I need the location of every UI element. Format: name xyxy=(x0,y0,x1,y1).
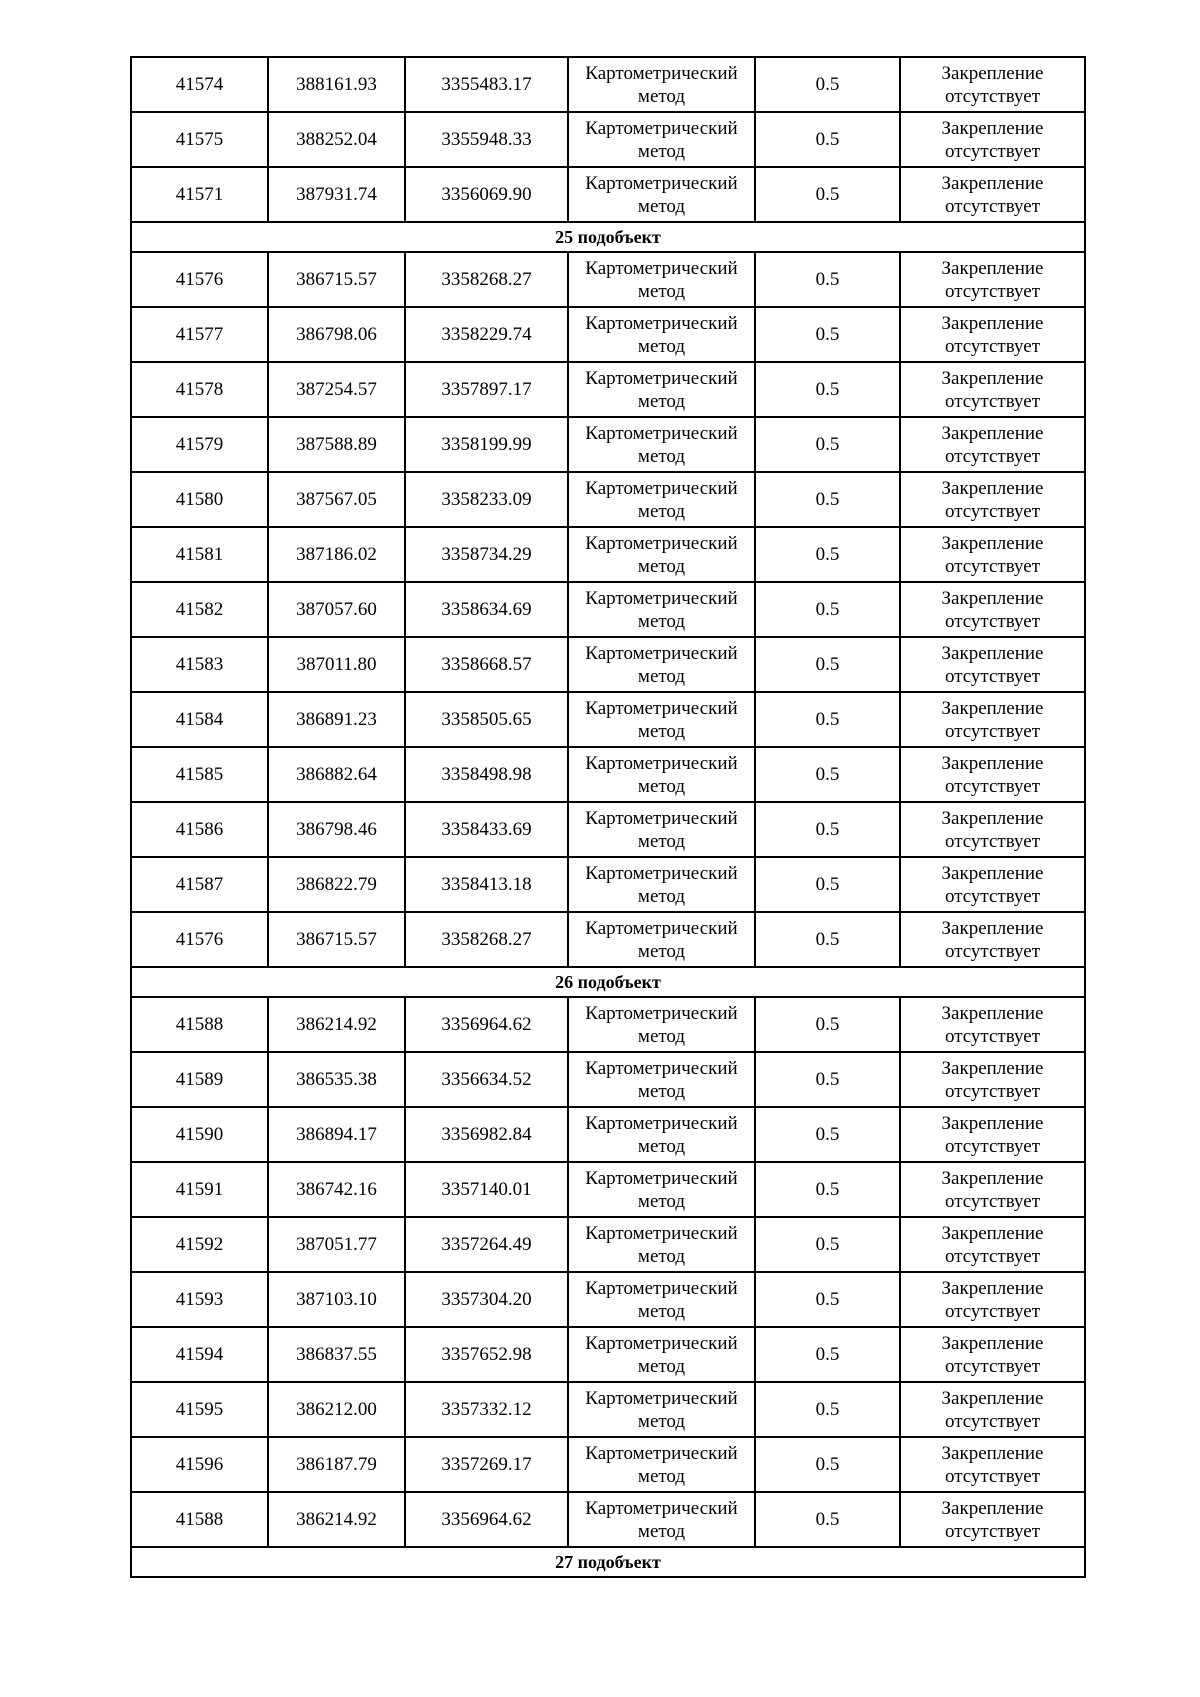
point-number-cell: 41585 xyxy=(131,747,268,802)
y-coordinate-cell: 3358268.27 xyxy=(405,252,568,307)
fixation-cell: Закрепление отсутствует xyxy=(900,1217,1085,1272)
accuracy-cell: 0.5 xyxy=(755,307,900,362)
accuracy-cell: 0.5 xyxy=(755,252,900,307)
point-number-cell: 41594 xyxy=(131,1327,268,1382)
method-cell: Картометрический метод xyxy=(568,167,755,222)
method-cell: Картометрический метод xyxy=(568,747,755,802)
x-coordinate-cell: 386822.79 xyxy=(268,857,405,912)
section-header-row xyxy=(131,1547,1085,1577)
coordinates-table xyxy=(130,56,1086,1578)
point-number-cell: 41577 xyxy=(131,307,268,362)
table-row xyxy=(131,637,1085,692)
method-cell: Картометрический метод xyxy=(568,1272,755,1327)
point-number-cell: 41571 xyxy=(131,167,268,222)
point-number-cell: 41580 xyxy=(131,472,268,527)
y-coordinate-cell: 3358668.57 xyxy=(405,637,568,692)
table-row xyxy=(131,1272,1085,1327)
table-row xyxy=(131,1382,1085,1437)
x-coordinate-cell: 386742.16 xyxy=(268,1162,405,1217)
x-coordinate-cell: 387186.02 xyxy=(268,527,405,582)
accuracy-cell: 0.5 xyxy=(755,1382,900,1437)
table-row xyxy=(131,472,1085,527)
x-coordinate-cell: 387254.57 xyxy=(268,362,405,417)
x-coordinate-cell: 387051.77 xyxy=(268,1217,405,1272)
y-coordinate-cell: 3355948.33 xyxy=(405,112,568,167)
fixation-cell: Закрепление отсутствует xyxy=(900,417,1085,472)
section-title: 25 подобъект xyxy=(131,222,1085,252)
x-coordinate-cell: 387011.80 xyxy=(268,637,405,692)
table-row xyxy=(131,1162,1085,1217)
method-cell: Картометрический метод xyxy=(568,692,755,747)
fixation-cell: Закрепление отсутствует xyxy=(900,252,1085,307)
accuracy-cell: 0.5 xyxy=(755,527,900,582)
fixation-cell: Закрепление отсутствует xyxy=(900,747,1085,802)
x-coordinate-cell: 386214.92 xyxy=(268,997,405,1052)
accuracy-cell: 0.5 xyxy=(755,57,900,112)
accuracy-cell: 0.5 xyxy=(755,1492,900,1547)
table-row xyxy=(131,692,1085,747)
fixation-cell: Закрепление отсутствует xyxy=(900,1327,1085,1382)
point-number-cell: 41579 xyxy=(131,417,268,472)
fixation-cell: Закрепление отсутствует xyxy=(900,1272,1085,1327)
fixation-cell: Закрепление отсутствует xyxy=(900,857,1085,912)
method-cell: Картометрический метод xyxy=(568,527,755,582)
fixation-cell: Закрепление отсутствует xyxy=(900,472,1085,527)
point-number-cell: 41574 xyxy=(131,57,268,112)
table-row xyxy=(131,1052,1085,1107)
y-coordinate-cell: 3358734.29 xyxy=(405,527,568,582)
fixation-cell: Закрепление отсутствует xyxy=(900,637,1085,692)
fixation-cell: Закрепление отсутствует xyxy=(900,112,1085,167)
accuracy-cell: 0.5 xyxy=(755,802,900,857)
y-coordinate-cell: 3357304.20 xyxy=(405,1272,568,1327)
point-number-cell: 41583 xyxy=(131,637,268,692)
y-coordinate-cell: 3357269.17 xyxy=(405,1437,568,1492)
point-number-cell: 41575 xyxy=(131,112,268,167)
method-cell: Картометрический метод xyxy=(568,582,755,637)
y-coordinate-cell: 3356634.52 xyxy=(405,1052,568,1107)
point-number-cell: 41589 xyxy=(131,1052,268,1107)
point-number-cell: 41576 xyxy=(131,912,268,967)
method-cell: Картометрический метод xyxy=(568,1382,755,1437)
x-coordinate-cell: 386715.57 xyxy=(268,252,405,307)
table-row xyxy=(131,857,1085,912)
table-row xyxy=(131,582,1085,637)
accuracy-cell: 0.5 xyxy=(755,747,900,802)
y-coordinate-cell: 3358229.74 xyxy=(405,307,568,362)
fixation-cell: Закрепление отсутствует xyxy=(900,802,1085,857)
point-number-cell: 41576 xyxy=(131,252,268,307)
y-coordinate-cell: 3356069.90 xyxy=(405,167,568,222)
method-cell: Картометрический метод xyxy=(568,1107,755,1162)
x-coordinate-cell: 387103.10 xyxy=(268,1272,405,1327)
accuracy-cell: 0.5 xyxy=(755,637,900,692)
accuracy-cell: 0.5 xyxy=(755,1272,900,1327)
accuracy-cell: 0.5 xyxy=(755,1107,900,1162)
fixation-cell: Закрепление отсутствует xyxy=(900,997,1085,1052)
x-coordinate-cell: 387057.60 xyxy=(268,582,405,637)
point-number-cell: 41596 xyxy=(131,1437,268,1492)
method-cell: Картометрический метод xyxy=(568,252,755,307)
coordinates-table-body xyxy=(131,57,1085,1577)
point-number-cell: 41591 xyxy=(131,1162,268,1217)
accuracy-cell: 0.5 xyxy=(755,1052,900,1107)
table-row xyxy=(131,112,1085,167)
table-row xyxy=(131,252,1085,307)
x-coordinate-cell: 386891.23 xyxy=(268,692,405,747)
accuracy-cell: 0.5 xyxy=(755,692,900,747)
method-cell: Картометрический метод xyxy=(568,57,755,112)
fixation-cell: Закрепление отсутствует xyxy=(900,582,1085,637)
accuracy-cell: 0.5 xyxy=(755,1217,900,1272)
x-coordinate-cell: 387588.89 xyxy=(268,417,405,472)
method-cell: Картометрический метод xyxy=(568,997,755,1052)
x-coordinate-cell: 386187.79 xyxy=(268,1437,405,1492)
point-number-cell: 41586 xyxy=(131,802,268,857)
accuracy-cell: 0.5 xyxy=(755,582,900,637)
accuracy-cell: 0.5 xyxy=(755,417,900,472)
x-coordinate-cell: 386837.55 xyxy=(268,1327,405,1382)
table-row xyxy=(131,912,1085,967)
y-coordinate-cell: 3357264.49 xyxy=(405,1217,568,1272)
y-coordinate-cell: 3358413.18 xyxy=(405,857,568,912)
table-row xyxy=(131,802,1085,857)
x-coordinate-cell: 386212.00 xyxy=(268,1382,405,1437)
accuracy-cell: 0.5 xyxy=(755,167,900,222)
table-row xyxy=(131,57,1085,112)
y-coordinate-cell: 3357897.17 xyxy=(405,362,568,417)
x-coordinate-cell: 387931.74 xyxy=(268,167,405,222)
method-cell: Картометрический метод xyxy=(568,1437,755,1492)
accuracy-cell: 0.5 xyxy=(755,472,900,527)
y-coordinate-cell: 3358233.09 xyxy=(405,472,568,527)
method-cell: Картометрический метод xyxy=(568,1162,755,1217)
fixation-cell: Закрепление отсутствует xyxy=(900,362,1085,417)
method-cell: Картометрический метод xyxy=(568,802,755,857)
method-cell: Картометрический метод xyxy=(568,307,755,362)
point-number-cell: 41584 xyxy=(131,692,268,747)
x-coordinate-cell: 386882.64 xyxy=(268,747,405,802)
x-coordinate-cell: 386535.38 xyxy=(268,1052,405,1107)
section-header-row xyxy=(131,222,1085,252)
method-cell: Картометрический метод xyxy=(568,112,755,167)
fixation-cell: Закрепление отсутствует xyxy=(900,912,1085,967)
y-coordinate-cell: 3358634.69 xyxy=(405,582,568,637)
table-row xyxy=(131,527,1085,582)
fixation-cell: Закрепление отсутствует xyxy=(900,1052,1085,1107)
y-coordinate-cell: 3356964.62 xyxy=(405,997,568,1052)
table-row xyxy=(131,997,1085,1052)
y-coordinate-cell: 3357332.12 xyxy=(405,1382,568,1437)
table-row xyxy=(131,1492,1085,1547)
y-coordinate-cell: 3357140.01 xyxy=(405,1162,568,1217)
method-cell: Картометрический метод xyxy=(568,1052,755,1107)
method-cell: Картометрический метод xyxy=(568,637,755,692)
method-cell: Картометрический метод xyxy=(568,417,755,472)
point-number-cell: 41588 xyxy=(131,1492,268,1547)
method-cell: Картометрический метод xyxy=(568,1492,755,1547)
method-cell: Картометрический метод xyxy=(568,1327,755,1382)
method-cell: Картометрический метод xyxy=(568,857,755,912)
x-coordinate-cell: 387567.05 xyxy=(268,472,405,527)
method-cell: Картометрический метод xyxy=(568,362,755,417)
table-row xyxy=(131,1327,1085,1382)
method-cell: Картометрический метод xyxy=(568,912,755,967)
table-row xyxy=(131,417,1085,472)
y-coordinate-cell: 3356982.84 xyxy=(405,1107,568,1162)
table-row xyxy=(131,1437,1085,1492)
y-coordinate-cell: 3358505.65 xyxy=(405,692,568,747)
y-coordinate-cell: 3358498.98 xyxy=(405,747,568,802)
accuracy-cell: 0.5 xyxy=(755,1162,900,1217)
x-coordinate-cell: 386715.57 xyxy=(268,912,405,967)
x-coordinate-cell: 386798.06 xyxy=(268,307,405,362)
fixation-cell: Закрепление отсутствует xyxy=(900,527,1085,582)
x-coordinate-cell: 388161.93 xyxy=(268,57,405,112)
section-header-row xyxy=(131,967,1085,997)
accuracy-cell: 0.5 xyxy=(755,1437,900,1492)
table-row xyxy=(131,1107,1085,1162)
section-title: 26 подобъект xyxy=(131,967,1085,997)
table-row xyxy=(131,1217,1085,1272)
accuracy-cell: 0.5 xyxy=(755,912,900,967)
point-number-cell: 41578 xyxy=(131,362,268,417)
accuracy-cell: 0.5 xyxy=(755,362,900,417)
fixation-cell: Закрепление отсутствует xyxy=(900,1382,1085,1437)
y-coordinate-cell: 3356964.62 xyxy=(405,1492,568,1547)
y-coordinate-cell: 3355483.17 xyxy=(405,57,568,112)
table-row xyxy=(131,747,1085,802)
accuracy-cell: 0.5 xyxy=(755,112,900,167)
y-coordinate-cell: 3358433.69 xyxy=(405,802,568,857)
fixation-cell: Закрепление отсутствует xyxy=(900,57,1085,112)
fixation-cell: Закрепление отсутствует xyxy=(900,167,1085,222)
method-cell: Картометрический метод xyxy=(568,1217,755,1272)
fixation-cell: Закрепление отсутствует xyxy=(900,1492,1085,1547)
x-coordinate-cell: 386214.92 xyxy=(268,1492,405,1547)
fixation-cell: Закрепление отсутствует xyxy=(900,307,1085,362)
point-number-cell: 41588 xyxy=(131,997,268,1052)
section-title: 27 подобъект xyxy=(131,1547,1085,1577)
point-number-cell: 41590 xyxy=(131,1107,268,1162)
point-number-cell: 41595 xyxy=(131,1382,268,1437)
table-row xyxy=(131,307,1085,362)
fixation-cell: Закрепление отсутствует xyxy=(900,692,1085,747)
y-coordinate-cell: 3357652.98 xyxy=(405,1327,568,1382)
point-number-cell: 41593 xyxy=(131,1272,268,1327)
fixation-cell: Закрепление отсутствует xyxy=(900,1162,1085,1217)
table-row xyxy=(131,362,1085,417)
fixation-cell: Закрепление отсутствует xyxy=(900,1437,1085,1492)
x-coordinate-cell: 386798.46 xyxy=(268,802,405,857)
accuracy-cell: 0.5 xyxy=(755,997,900,1052)
fixation-cell: Закрепление отсутствует xyxy=(900,1107,1085,1162)
x-coordinate-cell: 386894.17 xyxy=(268,1107,405,1162)
y-coordinate-cell: 3358199.99 xyxy=(405,417,568,472)
point-number-cell: 41592 xyxy=(131,1217,268,1272)
method-cell: Картометрический метод xyxy=(568,472,755,527)
point-number-cell: 41582 xyxy=(131,582,268,637)
y-coordinate-cell: 3358268.27 xyxy=(405,912,568,967)
accuracy-cell: 0.5 xyxy=(755,857,900,912)
x-coordinate-cell: 388252.04 xyxy=(268,112,405,167)
accuracy-cell: 0.5 xyxy=(755,1327,900,1382)
point-number-cell: 41587 xyxy=(131,857,268,912)
table-row xyxy=(131,167,1085,222)
point-number-cell: 41581 xyxy=(131,527,268,582)
